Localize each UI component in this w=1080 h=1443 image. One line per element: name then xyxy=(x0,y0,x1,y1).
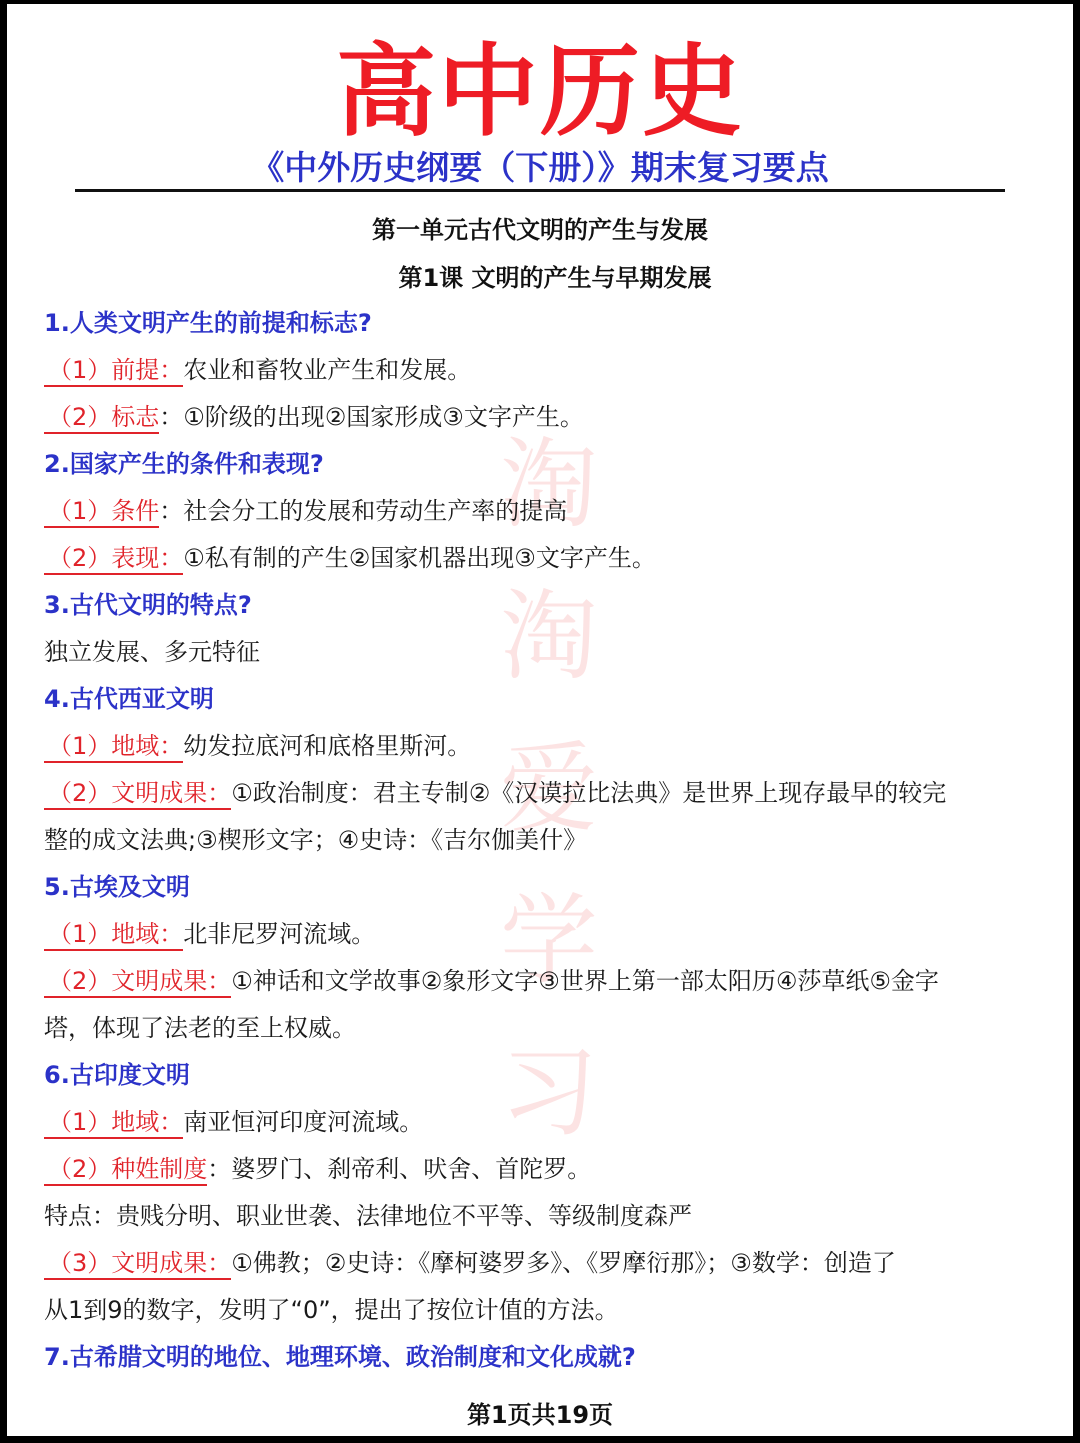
answer-item xyxy=(44,911,1044,958)
item-label: （2）文明成果： xyxy=(44,778,231,810)
item-text: 北非尼罗河流域。 xyxy=(183,920,376,948)
item-label: （1）前提： xyxy=(44,355,183,387)
subtitle: 《中外历史纲要（下册）》期末复习要点 xyxy=(251,148,829,187)
plain-text: 特点：贵贱分明、职业世袭、法律地位不平等、等级制度森严 xyxy=(44,1202,692,1230)
plain-text: 从1到9的数字，发明了“0”，提出了按位计值的方法。 xyxy=(44,1296,619,1324)
item-text: 南亚恒河印度河流域。 xyxy=(183,1108,424,1136)
item-text: ：婆罗门、刹帝利、吠舍、首陀罗。 xyxy=(207,1155,592,1183)
item-text: ①政治制度：君主专制②《汉谟拉比法典》是世界上现存最早的较完 xyxy=(231,779,947,807)
unit-title: 第一单元古代文明的产生与发展 xyxy=(372,216,708,244)
item-text: ①神话和文学故事②象形文字③世界上第一部太阳历④莎草纸⑤金字 xyxy=(231,967,939,995)
item-label: （1）条件 xyxy=(44,496,159,528)
question-heading: 4.古代西亚文明 xyxy=(44,685,214,713)
answer-item xyxy=(44,1146,1044,1193)
item-text: ①私有制的产生②国家机器出现③文字产生。 xyxy=(183,544,656,572)
content xyxy=(44,300,1044,1381)
question-heading: 7.古希腊文明的地位、地理环境、政治制度和文化成就? xyxy=(44,1343,636,1371)
watermark-char: 淘 xyxy=(499,580,598,694)
question-heading: 5.古埃及文明 xyxy=(44,873,190,901)
answer-item xyxy=(44,770,1044,817)
answer-item xyxy=(44,1240,1044,1287)
question-heading: 2.国家产生的条件和表现? xyxy=(44,450,324,478)
item-label: （3）文明成果： xyxy=(44,1248,231,1280)
answer-item xyxy=(44,958,1044,1005)
lesson-title: 第1课 文明的产生与早期发展 xyxy=(398,264,712,292)
item-text: ①佛教；②史诗：《摩柯婆罗多》、《罗摩衍那》；③数学：创造了 xyxy=(231,1249,896,1277)
question-heading: 1.人类文明产生的前提和标志? xyxy=(44,309,372,337)
answer-item xyxy=(44,723,1044,770)
answer-item xyxy=(44,488,1044,535)
item-label: （1）地域： xyxy=(44,731,183,763)
item-label: （1）地域： xyxy=(44,919,183,951)
item-text: ：社会分工的发展和劳动生产率的提高 xyxy=(159,497,568,525)
item-label: （1）地域： xyxy=(44,1107,183,1139)
answer-item xyxy=(44,347,1044,394)
item-label: （2）标志 xyxy=(44,402,159,434)
question-heading: 3.古代文明的特点? xyxy=(44,591,252,619)
page-number: 第1页共19页 xyxy=(466,1401,614,1429)
answer-item xyxy=(44,1099,1044,1146)
question-heading: 6.古印度文明 xyxy=(44,1061,190,1089)
item-label: （2）种姓制度 xyxy=(44,1154,207,1186)
plain-text: 塔，体现了法老的至上权威。 xyxy=(44,1014,356,1042)
watermark-char: 习 xyxy=(499,1036,598,1150)
answer-item xyxy=(44,394,1044,441)
watermark-char: 学 xyxy=(499,884,598,998)
item-label: （2）表现： xyxy=(44,543,183,575)
item-text: 幼发拉底河和底格里斯河。 xyxy=(183,732,472,760)
plain-text: 整的成文法典;③楔形文字；④史诗：《吉尔伽美什》 xyxy=(44,826,588,854)
document-page xyxy=(7,4,1073,1436)
main-title: 高中历史 xyxy=(336,33,744,150)
watermark-char: 爱 xyxy=(499,732,598,846)
item-text: ：①阶级的出现②国家形成③文字产生。 xyxy=(159,403,584,431)
answer-item xyxy=(44,535,1044,582)
divider xyxy=(75,189,1005,192)
item-label: （2）文明成果： xyxy=(44,966,231,998)
item-text: 农业和畜牧业产生和发展。 xyxy=(183,356,472,384)
plain-text: 独立发展、多元特征 xyxy=(44,638,260,666)
watermark-char: 淘 xyxy=(499,428,598,542)
